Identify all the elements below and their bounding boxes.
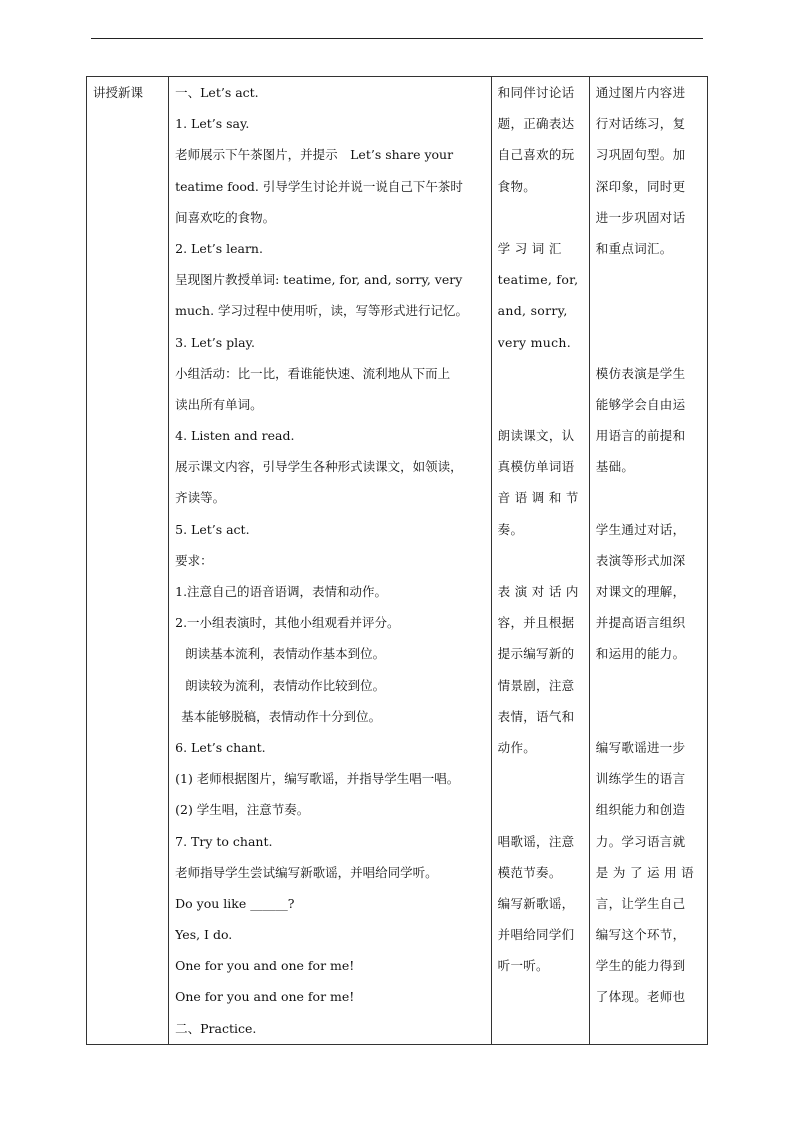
content-line: 读出所有单词。 [175,396,263,412]
student-activity-line [498,389,587,420]
content-line: 老师指导学生尝试编写新歌谣，并唱给同学听。 [175,864,438,880]
student-activity-line: 情景剧，注意 [497,677,575,693]
student-activity-line: 唱歌谣，注意 [497,833,575,849]
design-purpose-line [596,670,705,701]
design-purpose-line: 基础。 [595,459,635,475]
student-activity-line: 容，并且根据 [497,615,575,631]
content-line: 基本能够脱稿，表情动作十分到位。 [181,708,382,724]
student-activity-line: 听一听。 [497,958,549,974]
content-line: 一、Let’s act. [175,85,259,100]
student-activity-line: 动作。 [497,739,537,755]
student-activity-line: 音 语 调 和 节 [497,490,579,506]
content-line: 展示课文内容，引导学生各种形式读课文，如领读， [175,459,463,475]
design-purpose-line: 学生的能力得到 [595,958,686,974]
student-activity-line: 提示编写新的 [497,646,575,662]
student-activity-line: 题，正确表达 [497,116,575,132]
student-activity-line: 学 习 词 汇 [497,240,562,256]
student-activity-line: 并唱给同学们 [497,927,575,943]
design-purpose-line: 训练学生的语言 [595,771,686,787]
student-activity-line: 食物。 [497,178,537,194]
student-activity-line: very much. [497,334,572,350]
student-activity-line: 自己喜欢的玩 [497,147,575,163]
student-activity-cell [491,77,589,1045]
header-rule [91,38,703,39]
teaching-content-cell [169,77,492,1045]
content-line: (1) 老师根据图片，编写歌谣，并指导学生唱一唱。 [175,771,460,787]
design-purpose-line: 习巩固句型。加 [595,147,686,163]
content-line: 间喜欢吃的食物。 [175,209,276,225]
design-purpose-cell [589,77,707,1045]
content-line: 7. Try to chant. [175,833,273,849]
content-line: 4. Listen and read. [175,428,295,444]
content-line: much. 学习过程中使用听，读，写等形式进行记忆。 [175,303,469,319]
design-purpose-line [596,327,705,358]
student-activity-line [498,763,587,794]
content-line: 呈现图片教授单词: teatime, for, and, sorry, very [175,272,463,288]
student-activity-line: 真模仿单词语 [497,459,575,475]
content-line: 要求： [175,552,213,568]
design-purpose-line: 力。学习语言就 [595,833,686,849]
lesson-plan-table [86,76,708,1045]
design-purpose-line: 对课文的理解， [595,584,686,599]
design-purpose-line: 组织能力和创造 [595,802,686,818]
design-purpose-line [596,482,705,513]
student-activity-line: 表 演 对 话 内 [497,584,579,599]
student-activity-line: 表情，语气和 [497,708,575,724]
design-purpose-line: 表演等形式加深 [595,552,686,568]
content-line: 5. Let’s act. [175,521,250,537]
table-row [87,77,708,1045]
content-line: 老师展示下午茶图片，并提示 Let’s share your [175,147,454,163]
student-activity-line: 奏。 [497,521,524,537]
student-activity-line [498,794,587,825]
content-line: 小组活动：比一比，看谁能快速、流利地从下而上 [175,365,451,381]
design-purpose-line: 行对话练习，复 [595,116,686,132]
content-line: teatime food. 引导学生讨论并说一说自己下午茶时 [175,178,463,194]
design-purpose-line: 和重点词汇。 [595,240,673,256]
content-line: 6. Let’s chant. [175,739,266,755]
content-line: Do you like ______? [175,895,295,911]
student-activity-line: and, sorry, [497,303,568,319]
design-purpose-line: 是 为 了 运 用 语 [595,864,694,880]
design-purpose-line: 言，让学生自己 [595,895,686,911]
content-line: 2. Let’s learn. [175,240,263,256]
student-activity-line [498,545,587,576]
content-line: 朗读较为流利，表情动作比较到位。 [185,677,386,693]
content-line: 3. Let’s play. [175,334,255,350]
stage-label: 讲授新课 [93,85,144,100]
student-activity-line: 和同伴讨论话 [497,85,575,100]
content-line: One for you and one for me! [175,958,355,974]
student-activity-line: 编写新歌谣， [497,895,575,911]
design-purpose-line: 编写歌谣进一步 [595,739,686,755]
design-purpose-line [596,264,705,295]
design-purpose-line [596,295,705,326]
design-purpose-line: 用语言的前提和 [595,428,686,444]
design-purpose-line: 模仿表演是学生 [595,365,686,381]
content-line: 1. Let’s say. [175,116,250,132]
design-purpose-line: 能够学会自由运 [595,396,686,412]
design-purpose-line: 编写这个环节， [595,927,686,943]
design-purpose-line: 通过图片内容进 [595,85,686,100]
content-line: 二、Practice. [175,1020,257,1036]
design-purpose-line: 了体现。老师也 [595,989,686,1005]
content-line: 1.注意自己的语音语调，表情和动作。 [175,584,388,599]
content-line: Yes, I do. [175,927,233,943]
design-purpose-line: 并提高语言组织 [595,615,686,631]
student-activity-line: teatime, for, [497,272,579,288]
design-purpose-line: 进一步巩固对话 [595,209,686,225]
student-activity-line: 朗读课文，认 [497,428,575,444]
design-purpose-line: 和运用的能力。 [595,646,686,662]
content-line: One for you and one for me! [175,989,355,1005]
stage-cell [87,77,169,1045]
content-line: 2.一小组表演时，其他小组观看并评分。 [175,615,400,631]
design-purpose-line: 深印象，同时更 [595,178,686,194]
content-line: (2) 学生唱，注意节奏。 [175,802,310,818]
student-activity-line [498,358,587,389]
content-line: 齐读等。 [175,490,226,506]
student-activity-line [498,202,587,233]
content-line: 朗读基本流利，表情动作基本到位。 [185,646,386,662]
design-purpose-line [596,701,705,732]
design-purpose-line: 学生通过对话， [595,521,686,537]
student-activity-line: 模范节奏。 [497,864,562,880]
